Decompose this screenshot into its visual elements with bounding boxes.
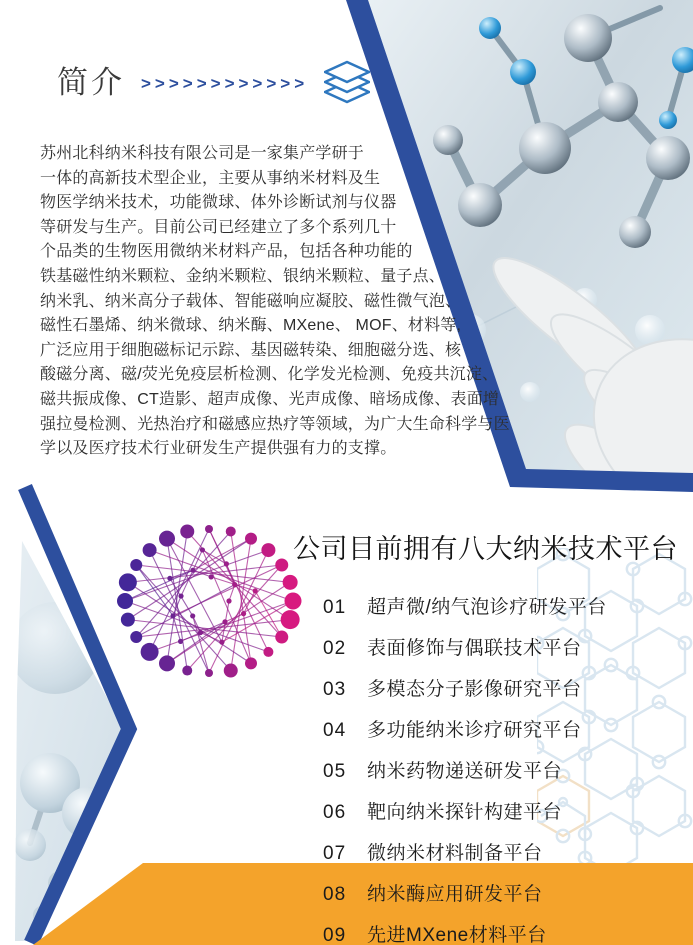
platform-row bbox=[323, 674, 678, 701]
platform-label: 表面修饰与偶联技术平台 bbox=[367, 638, 582, 659]
platform-number: 03 bbox=[323, 679, 347, 700]
platform-list bbox=[323, 592, 678, 945]
intro-paragraph bbox=[40, 142, 510, 462]
platform-row bbox=[323, 797, 678, 824]
platforms-heading: 公司目前拥有八大纳米技术平台 bbox=[293, 534, 678, 564]
paragraph-line: 物医学纳米技术，功能微球、体外诊断试剂与仪器 bbox=[40, 194, 397, 212]
platform-number: 05 bbox=[323, 761, 347, 782]
platform-row bbox=[323, 756, 678, 783]
paragraph-line: 苏州北科纳米科技有限公司是一家集产学研于 bbox=[40, 145, 365, 162]
platform-label: 超声微/纳气泡诊疗研发平台 bbox=[367, 597, 607, 618]
platform-row bbox=[323, 838, 678, 865]
paragraph-line: 纳米乳、纳米高分子载体、智能磁响应凝胶、磁性微气泡、 bbox=[40, 292, 462, 310]
paragraph-line: 磁共振成像、CT造影、超声成像、光声成像、暗场成像、表面增 bbox=[40, 390, 500, 408]
platform-label: 先进MXene材料平台 bbox=[367, 925, 547, 945]
platform-label: 靶向纳米探针构建平台 bbox=[367, 802, 563, 823]
paragraph-line: 一体的高新技术型企业，主要从事纳米材料及生 bbox=[40, 169, 381, 187]
platform-row bbox=[323, 592, 678, 619]
platform-number: 08 bbox=[323, 884, 347, 905]
platform-label: 微纳米材料制备平台 bbox=[367, 843, 543, 864]
platform-row bbox=[323, 920, 678, 945]
network-graph bbox=[115, 516, 307, 690]
platform-row bbox=[323, 633, 678, 660]
platform-row bbox=[323, 715, 678, 742]
platform-label: 多模态分子影像研究平台 bbox=[367, 679, 582, 700]
intro-header bbox=[57, 60, 370, 104]
platforms-section bbox=[293, 527, 678, 945]
paragraph-line: 广泛应用于细胞磁标记示踪、基因磁转染、细胞磁分选、核 bbox=[40, 341, 462, 359]
intro-title: 简介 bbox=[57, 64, 125, 100]
layers-icon bbox=[324, 60, 370, 104]
paragraph-line: 酸磁分离、磁/荧光免疫层析检测、化学发光检测、免疫共沉淀、 bbox=[40, 366, 499, 384]
platform-label: 纳米药物递送研发平台 bbox=[367, 761, 563, 782]
platform-number: 09 bbox=[323, 925, 347, 945]
platform-number: 01 bbox=[323, 597, 347, 618]
platform-number: 06 bbox=[323, 802, 347, 823]
paragraph-line: 等研发与生产。目前公司已经建立了多个系列几十 bbox=[40, 218, 397, 236]
paragraph-line: 磁性石墨烯、纳米微球、纳米酶、MXene、 MOF、材料等, bbox=[40, 317, 462, 335]
platform-number: 02 bbox=[323, 638, 347, 659]
platform-number: 04 bbox=[323, 720, 347, 741]
platform-row bbox=[323, 879, 678, 906]
paragraph-line: 学以及医疗技术行业研发生产提供强有力的支撑。 bbox=[40, 440, 397, 458]
platform-label: 多功能纳米诊疗研究平台 bbox=[367, 720, 582, 741]
paragraph-line: 个品类的生物医用微纳米材料产品，包括各种功能的 bbox=[40, 243, 413, 261]
chevron-right-icons: >>>>>>>>>>>> bbox=[141, 73, 309, 93]
paragraph-line: 强拉曼检测、光热治疗和磁感应热疗等领域，为广大生命科学与医 bbox=[40, 415, 510, 433]
paragraph-line: 铁基磁性纳米颗粒、金纳米颗粒、银纳米颗粒、量子点、 bbox=[40, 267, 446, 285]
platform-label: 纳米酶应用研发平台 bbox=[367, 884, 543, 905]
platform-number: 07 bbox=[323, 843, 347, 864]
